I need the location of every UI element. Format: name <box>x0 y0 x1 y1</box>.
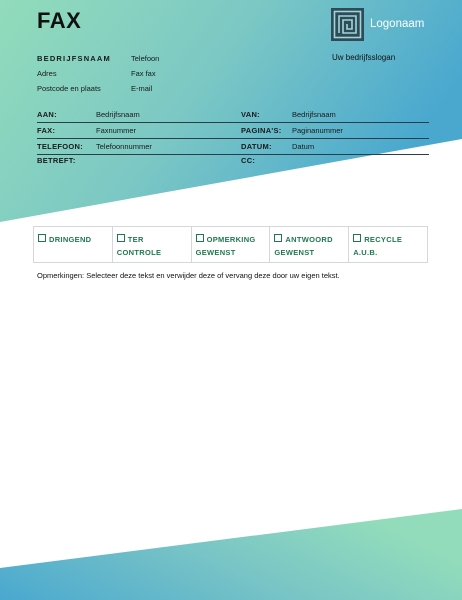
checkbox-reply[interactable] <box>269 227 348 262</box>
field-phone-value[interactable]: Telefoonnummer <box>96 141 152 151</box>
company-slogan: Uw bedrijfsslogan <box>332 53 396 62</box>
empty-checkbox-icon[interactable] <box>38 234 46 242</box>
field-from-label: VAN: <box>241 109 260 119</box>
checkbox-table <box>33 226 428 263</box>
checkbox-recycle[interactable] <box>348 227 427 262</box>
field-date-value[interactable]: Datum <box>292 141 315 151</box>
checkbox-label-line2: GEWENST <box>274 248 315 257</box>
notes-text[interactable]: Opmerkingen: Selecteer deze tekst en verwijder deze of vervang deze door uw eigen tekst. <box>37 271 340 280</box>
company-name[interactable]: BEDRIJFSNAAM <box>37 54 111 63</box>
field-fax-value[interactable]: Faxnummer <box>96 125 137 135</box>
field-from <box>241 106 336 122</box>
field-date-label: DATUM: <box>241 141 272 151</box>
contact-block <box>131 51 159 96</box>
field-pages <box>241 122 343 138</box>
empty-checkbox-icon[interactable] <box>196 234 204 242</box>
checkbox-urgent[interactable] <box>34 227 112 262</box>
fax-title: FAX <box>37 8 82 33</box>
field-fax-label: FAX: <box>37 125 56 135</box>
checkbox-label-line2: GEWENST <box>195 248 236 257</box>
company-postcode[interactable]: Postcode en plaats <box>37 84 101 93</box>
logo-name: Logonaam <box>370 18 425 30</box>
field-pages-label: PAGINA'S: <box>241 125 282 135</box>
field-cc-label: CC: <box>241 155 256 165</box>
checkbox-comment[interactable] <box>191 227 270 262</box>
checkbox-label-line2: CONTROLE <box>116 248 162 257</box>
empty-checkbox-icon[interactable] <box>274 234 282 242</box>
field-subject-label: BETREFT: <box>37 155 76 165</box>
empty-checkbox-icon[interactable] <box>353 234 361 242</box>
checkbox-label-line2: A.U.B. <box>353 248 378 257</box>
logo <box>331 7 461 41</box>
field-from-value[interactable]: Bedrijfsnaam <box>292 109 336 119</box>
field-to-label: AAN: <box>37 109 57 119</box>
checkbox-label: RECYCLE <box>364 235 403 244</box>
field-phone-label: TELEFOON: <box>37 141 84 151</box>
field-to-value[interactable]: Bedrijfsnaam <box>96 109 140 119</box>
checkbox-review[interactable] <box>112 227 191 262</box>
empty-checkbox-icon[interactable] <box>117 234 125 242</box>
maze-square-icon <box>331 8 364 41</box>
contact-email[interactable]: E-mail <box>131 84 153 93</box>
field-cc <box>241 152 292 168</box>
contact-fax[interactable]: Fax fax <box>131 69 156 78</box>
checkbox-label: DRINGEND <box>49 235 92 244</box>
footer-gradient-band <box>0 509 462 600</box>
checkbox-label: TER <box>127 235 144 244</box>
checkbox-label: ANTWOORD <box>285 235 333 244</box>
contact-phone[interactable]: Telefoon <box>131 54 160 63</box>
field-pages-value[interactable]: Paginanummer <box>292 125 343 135</box>
field-fax <box>37 122 136 138</box>
checkbox-label: OPMERKING <box>206 235 256 244</box>
company-block <box>37 51 111 96</box>
field-to <box>37 106 140 122</box>
field-subject <box>37 152 96 168</box>
company-address[interactable]: Adres <box>37 69 57 78</box>
